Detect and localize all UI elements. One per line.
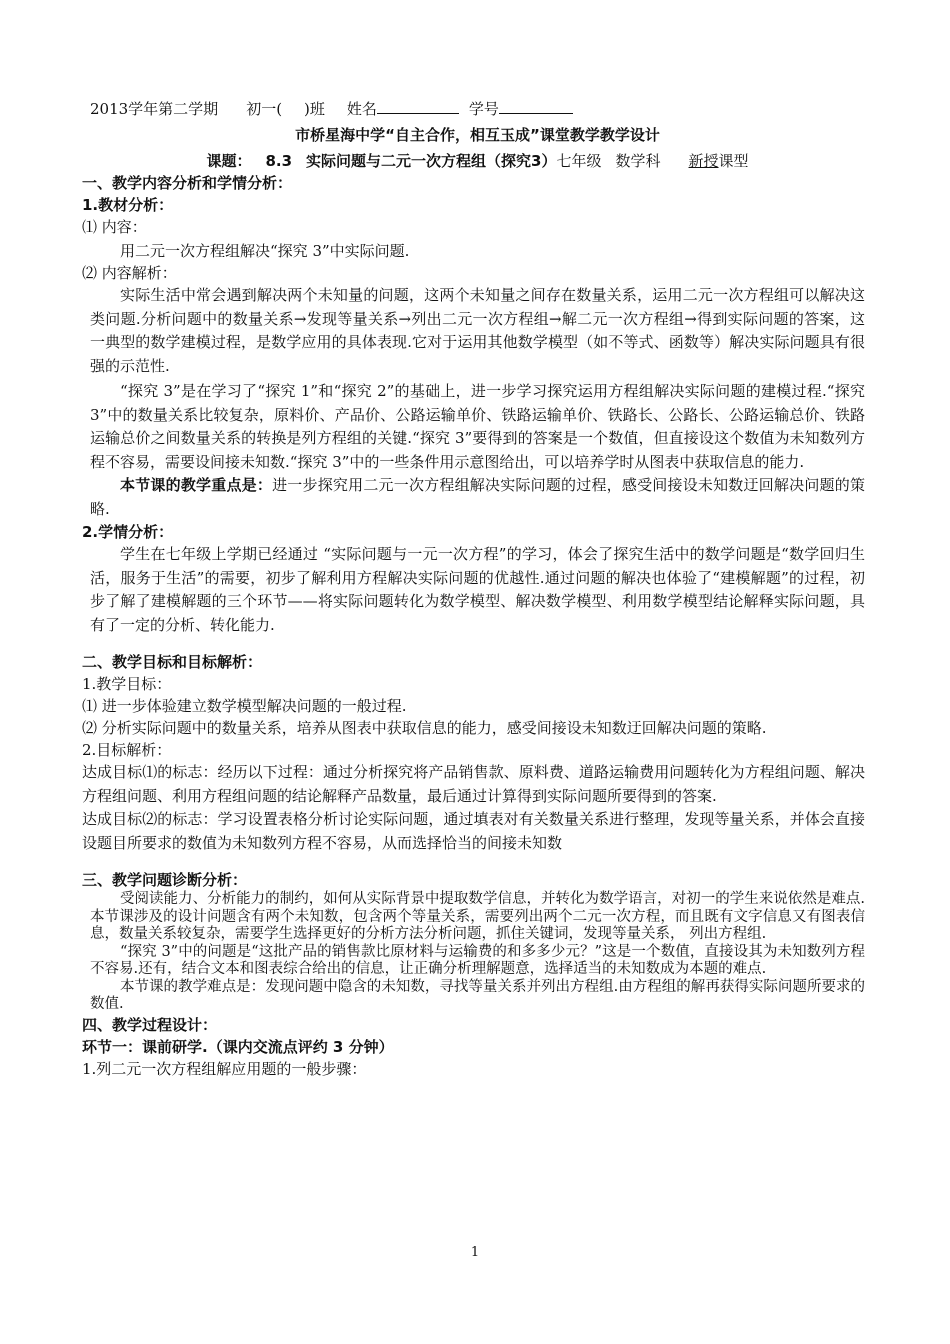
section2-sub2: 2.目标解析： [82, 741, 172, 759]
goal-analysis-1: 达成目标⑴的标志：经历以下过程：通过分析探究将产品销售款、原料费、道路运输费用问题转化为方程组问题、解决方程组问题、利用方程组问题的结论解释产品数量，最后通过计算得到实际问题所要得到的答案. [82, 763, 865, 805]
header-line [90, 96, 865, 120]
step1-heading: 环节一：课前研学.（课内交流点评约 3 分钟） [82, 1037, 394, 1056]
document-title: 市桥星海中学“自主合作，相互玉成”课堂教学教学设计 [295, 126, 660, 144]
class-prefix: 初一( [246, 100, 283, 118]
name-label: 姓名 [346, 100, 377, 118]
section3-heading: 三、教学问题诊断分析： [82, 871, 248, 889]
document-page [82, 96, 865, 1080]
topic-type-value: 新授 [688, 152, 719, 170]
class-suffix: )班 [304, 100, 325, 118]
section1-sub2: 2.学情分析： [82, 523, 174, 541]
learner-analysis-paragraph: 学生在七年级上学期已经通过 “实际问题与一元一次方程”的学习，体会了探究生活中的数学问题是“数学回归生活，服务于生活”的需要，初步了解利用方程解决实际问题的优越性.通过问题的解决也体验了“建模解题”的过程，初步了解了建模解题的三个环节——将实际问题转化为数学模型、解决数学模型、利用数学模型结论解释实际问题，具有了一定的分析、转化能力. [90, 545, 865, 634]
analysis-label: ⑵ 内容解析： [82, 264, 177, 282]
goal-analysis-2: 达成目标⑵的标志：学习设置表格分析讨论实际问题，通过填表对有关数量关系进行整理，发现等量关系，并体会直接设题目所要求的数值为未知数列方程不容易，从而选择恰当的间接未知数 [82, 810, 865, 852]
topic-number: 8.3 [265, 152, 293, 170]
key-point-paragraph [90, 474, 865, 521]
term-text: 2013学年第二学期 [90, 100, 219, 118]
section4-heading: 四、教学过程设计： [82, 1015, 218, 1034]
key-point-label: 本节课的教学重点是： [120, 476, 273, 494]
key-point-text: 进一步探究用二元一次方程组解决实际问题的过程，感受间接设未知数迂回解决问题的策略. [90, 476, 865, 518]
name-blank [377, 96, 459, 114]
topic-subject: 数学科 [615, 152, 661, 170]
step1-item1: 1.列二元一次方程组解应用题的一般步骤： [82, 1059, 367, 1078]
diagnosis-paragraph-2: “探究 3”中的问题是“这批产品的销售款比原材料与运输费的和多多少元？”这是一个数值，直接设其为未知数列方程不容易.还有，结合文本和图表综合给出的信息，让正确分析理解题意，选择适当的未知数成为本题的难点. [90, 943, 865, 977]
topic-line [90, 150, 865, 172]
id-label: 学号 [468, 100, 499, 118]
topic-type-label: 课型 [718, 152, 749, 170]
page-number: 1 [470, 1245, 480, 1260]
topic-grade: 七年级 [556, 152, 602, 170]
content-label: ⑴ 内容： [82, 218, 147, 236]
analysis-paragraph-1: 实际生活中常会遇到解决两个未知量的问题，这两个未知量之间存在数量关系，运用二元一次方程组可以解决这类问题.分析问题中的数量关系→发现等量关系→列出二元一次方程组→解二元一次方程组→得到实际问题的答案，这一典型的数学建模过程，是数学应用的具体表现.它对于运用其他数学模型（如不等式、函数等）解决实际问题具有很强的示范性. [90, 286, 865, 375]
content-text: 用二元一次方程组解决“探究 3”中实际问题. [120, 242, 410, 260]
section2-heading: 二、教学目标和目标解析： [82, 653, 263, 671]
analysis-paragraph-2: “探究 3”是在学习了“探究 1”和“探究 2”的基础上，进一步学习探究运用方程组解决实际问题的建模过程.“探究 3”中的数量关系比较复杂，原料价、产品价、公路运输单价、铁路运输单价、铁路长、公路长、公路运输总价、铁路运输总价之间数量关系的转换是列方程组的关键.“探究 3”要得到的答案是一个数值，但直接设这个数值为未知数列方程不容易，需要设间接未知数.“探究 3”中的一些条件用示意图给出，可以培养学时从图表中获取信息的能力. [90, 382, 865, 471]
diagnosis-paragraph-1: 受阅读能力、分析能力的制约，如何从实际背景中提取数学信息，并转化为数学语言，对初一的学生来说依然是难点.本节课涉及的设计问题含有两个未知数，包含两个等量关系，需要列出两个二元一次方程，而且既有文字信息又有图表信息，数量关系较复杂，需要学生选择更好的分析方法分析问题，抓住关键词，发现等量关系， 列出方程组. [90, 891, 865, 942]
goal-1: ⑴ 进一步体验建立数学模型解决问题的一般过程. [82, 697, 407, 715]
section1-sub1: 1.教材分析： [82, 196, 174, 214]
topic-label: 课题： [206, 152, 252, 170]
section2-sub1: 1.教学目标： [82, 675, 172, 693]
topic-name: 实际问题与二元一次方程组（探究3） [306, 152, 557, 170]
goal-2: ⑵ 分析实际问题中的数量关系，培养从图表中获取信息的能力，感受间接设未知数迂回解决问题的策略. [82, 719, 767, 737]
section1-heading: 一、教学内容分析和学情分析： [82, 174, 293, 192]
diagnosis-paragraph-3: 本节课的教学难点是：发现问题中隐含的未知数，寻找等量关系并列出方程组.由方程组的解再获得实际问题所要求的数值. [90, 978, 865, 1012]
id-blank [499, 96, 573, 114]
